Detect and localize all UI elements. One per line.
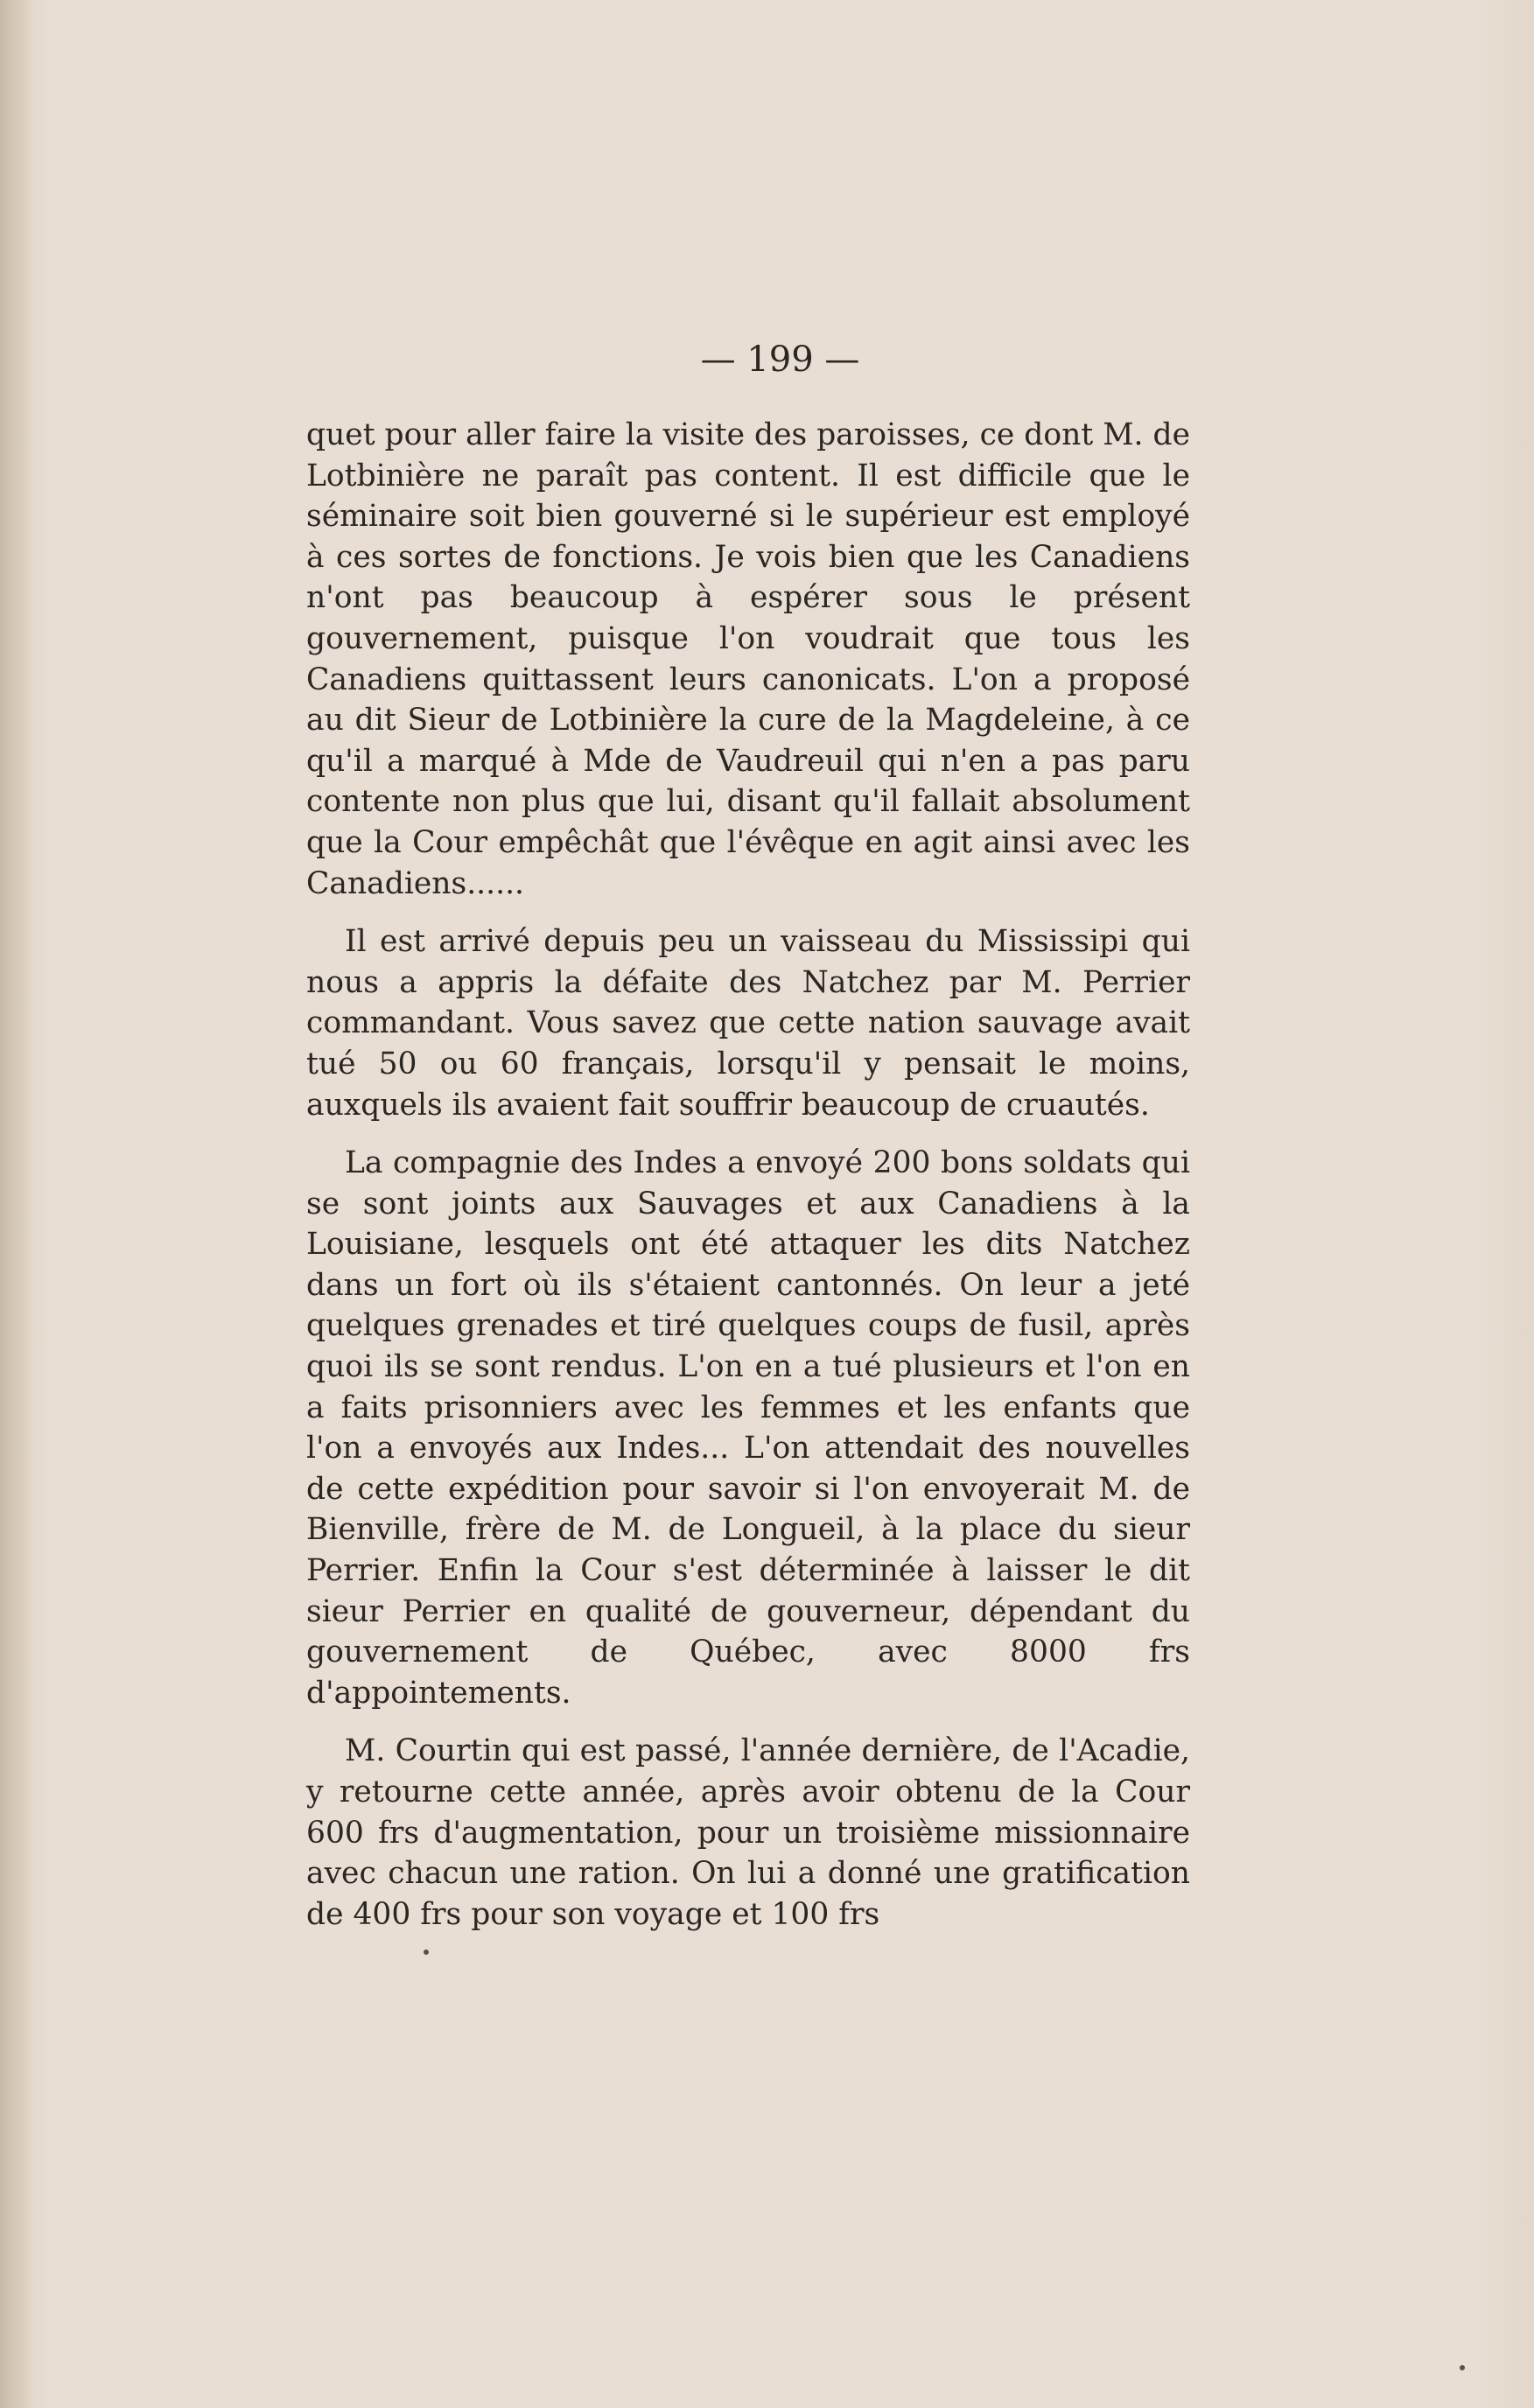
page-number: — 199 — <box>700 340 860 380</box>
body-text <box>306 415 1190 1935</box>
paragraph-4: M. Courtin qui est passé, l'année dernière, de l'Acadie, y retourne cette année, après avoir obtenu de la Cour 600 frs d'augmentation, pour un troisième missionnaire avec chacun une ration. On lui a donné une gratification de 400 frs pour son voyage et 100 frs <box>306 1733 1190 1932</box>
paragraph-3: La compagnie des Indes a envoyé 200 bons soldats qui se sont joints aux Sauvages et aux Canadiens à la Louisiane, lesquels ont été attaquer les dits Natchez dans un fort où ils s'étaient cantonnés. On leur a jeté quelques grenades et tiré quelques coups de fusil, après quoi ils se sont rendus. L'on en a tué plusieurs et l'on en a faits prisonniers avec les femmes et les enfants que l'on a envoyés aux Indes... L'on attendait des nouvelles de cette expédition pour savoir si l'on envoyerait M. de Bienville, frère de M. de Longueil, à la place du sieur Perrier. Enfin la Cour s'est déterminée à laisser le dit sieur Perrier en qualité de gouverneur, dépendant du gouvernement de Québec, avec 8000 frs d'appointements. <box>306 1145 1190 1711</box>
paragraph-2: Il est arrivé depuis peu un vaisseau du Mississipi qui nous a appris la défaite des Natchez par M. Perrier commandant. Vous savez que cette nation sauvage avait tué 50 ou 60 français, lorsqu'il y pensait le moins, auxquels ils avaient fait souffrir beaucoup de cruautés. <box>306 924 1190 1123</box>
paragraph-1: quet pour aller faire la visite des paroisses, ce dont M. de Lotbinière ne paraît pas content. Il est difficile que le séminaire soit bien gouverné si le supérieur est employé à ces sortes de fonctions. Je vois bien que les Canadiens n'ont pas beaucoup à espérer sous le présent gouvernement, puisque l'on voudrait que tous les Canadiens quittassent leurs canonicats. L'on a proposé au dit Sieur de Lotbinière la cure de la Magdeleine, à ce qu'il a marqué à Mde de Vaudreuil qui n'en a pas paru contente non plus que lui, disant qu'il fallait absolument que la Cour empêchât que l'évêque en agit ainsi avec les Canadiens...... <box>306 417 1190 901</box>
paper-speck <box>424 1950 429 1955</box>
paper-speck <box>1460 2365 1465 2370</box>
